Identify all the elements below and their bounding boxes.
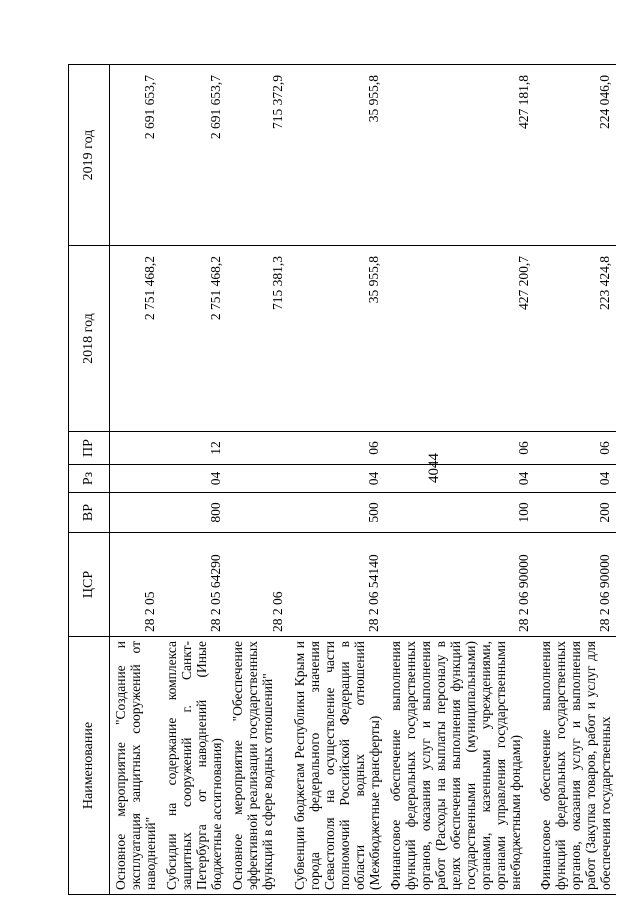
row-2018: 2 751 468,2 — [161, 246, 227, 432]
row-csr: 28 2 05 — [110, 533, 162, 637]
header-2019: 2019 год — [69, 65, 110, 246]
header-rz: Рз — [69, 465, 110, 493]
row-csr: 28 2 06 90000 — [385, 533, 535, 637]
row-vr — [227, 493, 289, 533]
row-pr — [227, 432, 289, 465]
row-rz — [110, 465, 162, 493]
row-csr: 28 2 06 90000 — [535, 533, 616, 637]
row-2019: 224 046,0 — [535, 65, 616, 246]
row-vr: 800 — [161, 493, 227, 533]
row-name: Субвенции бюджетам Республики Крым и города федерального значения Севастополя на осуществление части полномочий Российской Федерации в области водных отношений (Межбюджетные трансферты) — [289, 637, 385, 895]
row-pr: 06 — [535, 432, 616, 465]
header-2018: 2018 год — [69, 246, 110, 432]
row-2018: 427 200,7 — [385, 246, 535, 432]
header-row — [69, 65, 110, 895]
row-rz: 04 — [161, 465, 227, 493]
row-2019: 715 372,9 — [227, 65, 289, 246]
budget-table — [68, 64, 616, 895]
row-rz: 04 — [535, 465, 616, 493]
row-pr — [110, 432, 162, 465]
row-2019: 35 955,8 — [289, 65, 385, 246]
header-csr: ЦСР — [69, 533, 110, 637]
header-name: Наименование — [69, 637, 110, 895]
row-csr: 28 2 06 54140 — [289, 533, 385, 637]
row-2018: 2 751 468,2 — [110, 246, 162, 432]
row-vr: 200 — [535, 493, 616, 533]
row-csr: 28 2 06 — [227, 533, 289, 637]
table-row — [385, 65, 535, 895]
page-number: 4044 — [426, 453, 442, 483]
row-2019: 2 691 653,7 — [110, 65, 162, 246]
row-rz: 04 — [289, 465, 385, 493]
row-rz: 04 — [385, 465, 535, 493]
row-name: Субсидии на содержание комплекса защитных сооружений г. Санкт-Петербурга от наводнений (Иные бюджетные ассигнования) — [161, 637, 227, 895]
row-name: Основное мероприятие "Обеспечение эффективной реализации государственных функций в сфере водных отношений" — [227, 637, 289, 895]
table-row — [535, 65, 616, 895]
table-row — [289, 65, 385, 895]
table-row — [110, 65, 162, 895]
row-pr: 06 — [289, 432, 385, 465]
row-2018: 35 955,8 — [289, 246, 385, 432]
row-csr: 28 2 05 64290 — [161, 533, 227, 637]
row-pr: 12 — [161, 432, 227, 465]
row-rz — [227, 465, 289, 493]
row-name: Финансовое обеспечение выполнения функций федеральных государственных органов, оказания услуг и выполнения работ (Расходы на выплаты персоналу в целях обеспечения выполнения функций государственными (муниципальными) органами, казенными учреждениями, органами управления государственными внебюджетными фондами) — [385, 637, 535, 895]
row-vr: 500 — [289, 493, 385, 533]
header-pr: ПР — [69, 432, 110, 465]
row-2019: 427 181,8 — [385, 65, 535, 246]
row-2019: 2 691 653,7 — [161, 65, 227, 246]
row-vr: 100 — [385, 493, 535, 533]
row-name: Основное мероприятие "Создание и эксплуатация защитных сооружений от наводнений" — [110, 637, 162, 895]
header-vr: ВР — [69, 493, 110, 533]
row-pr: 06 — [385, 432, 535, 465]
row-2018: 223 424,8 — [535, 246, 616, 432]
row-name: Финансовое обеспечение выполнения функций федеральных государственных органов, оказания услуг и выполнения работ (Закупка товаров, работ и услуг для обеспечения государственных — [535, 637, 616, 895]
row-vr — [110, 493, 162, 533]
row-2018: 715 381,3 — [227, 246, 289, 432]
table-row — [161, 65, 227, 895]
table-row — [227, 65, 289, 895]
